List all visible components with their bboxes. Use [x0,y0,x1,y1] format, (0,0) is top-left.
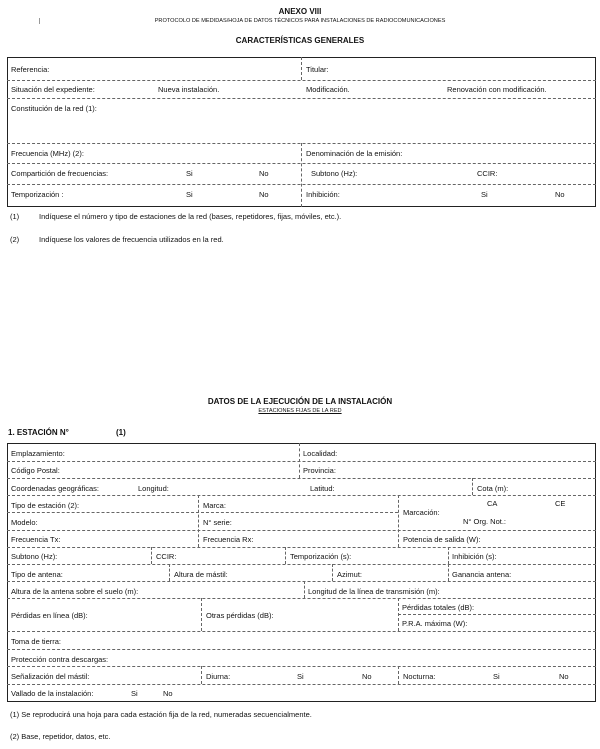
row-divider [7,512,398,513]
nueva-instalacion-option: Nueva instalación. [158,85,220,94]
inhibicion-label: Inhibición: [306,190,340,199]
azimut-label: Azimut: [337,570,363,579]
altura-mastil-label: Altura de mástil: [174,570,228,579]
col-divider [398,495,399,547]
tipo-antena-label: Tipo de antena: [11,570,63,579]
col-divider [448,564,449,581]
col-divider [151,547,152,564]
diurna-si: Si [297,672,304,681]
otras-perdidas-label: Otras pérdidas (dB): [206,611,274,620]
row-divider [7,461,596,462]
denominacion-label: Denominación de la emisión: [306,149,403,158]
comparticion-no: No [259,169,269,178]
col-divider [304,581,305,598]
perdidas-linea-label: Pérdidas en línea (dB): [11,611,88,620]
perdidas-totales-label: Pérdidas totales (dB): [402,603,475,612]
emplazamiento-label: Emplazamiento: [11,449,65,458]
ccir-station-label: CCIR: [156,552,177,561]
frecuencia-label: Frecuencia (MHz) (2): [11,149,84,158]
frecuencia-rx-label: Frecuencia Rx: [203,535,254,544]
row-divider [7,666,596,667]
estacion-ref: (1) [116,428,126,437]
temporizacion-station-label: Temporización (s): [290,552,352,561]
marca-label: Marca: [203,501,226,510]
row-divider [7,98,596,99]
subtono-label: Subtono (Hz): [311,169,358,178]
col-divider [398,598,399,631]
note-2-text: Indíquese los valores de frecuencia utilizados en la red. [39,235,224,244]
station-note-2: (2) Base, repetidor, datos, etc. [10,732,111,741]
vallado-si: Si [131,689,138,698]
estacion-heading: 1. ESTACIÓN N° [8,428,69,437]
col-divider [448,547,449,564]
pra-maxima-label: P.R.A. máxima (W): [402,619,468,628]
ccir-label: CCIR: [477,169,498,178]
numero-serie-label: N° serie: [203,518,232,527]
subtono-station-label: Subtono (Hz): [11,552,58,561]
protocol-title: PROTOCOLO DE MEDIDAS/HOJA DE DATOS TÉCNICOS PARA INSTALACIONES DE RADIOCOMUNICACIONES [154,18,446,24]
localidad-label: Localidad: [303,449,338,458]
inhibicion-si: Si [481,190,488,199]
ce-label: CE [555,499,566,508]
note-2-number: (2) [10,235,20,244]
senalizacion-label: Señalización del mástil: [11,672,90,681]
comparticion-label: Compartición de frecuencias: [11,169,109,178]
section-title-general: CARACTERÍSTICAS GENERALES [235,36,365,45]
modelo-label: Modelo: [11,518,38,527]
col-divider [198,495,199,547]
row-divider [7,598,596,599]
temporizacion-no: No [259,190,269,199]
col-divider [299,443,300,478]
inhibicion-station-label: Inhibición (s): [452,552,497,561]
row-divider [7,547,596,548]
col-divider [169,564,170,581]
numero-org-not-label: N° Org. Not.: [463,517,507,526]
modificacion-option: Modificación. [306,85,350,94]
row-divider [7,649,596,650]
diurna-no: No [362,672,372,681]
referencia-label: Referencia: [11,65,50,74]
row-divider [7,581,596,582]
col-divider [301,57,302,80]
vallado-label: Vallado de la instalación: [11,689,94,698]
row-divider [7,80,596,81]
nocturna-label: Nocturna: [403,672,436,681]
nocturna-no: No [559,672,569,681]
col-divider [301,143,302,207]
station-note-1: (1) Se reproducirá una hoja para cada estación fija de la red, numeradas secuencialmente. [10,710,312,719]
titular-label: Titular: [306,65,329,74]
row-divider [398,614,596,615]
situacion-label: Situación del expediente: [11,85,95,94]
renovacion-option: Renovación con modificación. [447,85,547,94]
section-title-ejecucion: DATOS DE LA EJECUCIÓN DE LA INSTALACIÓN [207,397,393,406]
latitud-label: Latitud: [310,484,335,493]
proteccion-label: Protección contra descargas: [11,655,109,664]
col-divider [201,666,202,684]
col-divider [472,478,473,495]
constitucion-label: Constitución de la red (1): [11,104,97,113]
col-divider [398,666,399,684]
row-divider [7,478,596,479]
note-1-text: Indíquese el número y tipo de estaciones de la red (bases, repetidores, fijas, móviles, etc.). [39,212,342,221]
tipo-estacion-label: Tipo de estación (2): [11,501,80,510]
vallado-no: No [163,689,173,698]
row-divider [7,631,596,632]
note-1-number: (1) [10,212,20,221]
marcacion-label: Marcación: [403,508,440,517]
toma-tierra-label: Toma de tierra: [11,637,62,646]
annex-title: ANEXO VIII [278,7,322,16]
frecuencia-tx-label: Frecuencia Tx: [11,535,61,544]
cota-label: Cota (m): [477,484,509,493]
codigo-postal-label: Código Postal: [11,466,60,475]
inhibicion-no: No [555,190,565,199]
temporizacion-si: Si [186,190,193,199]
ganancia-label: Ganancia antena: [452,570,512,579]
longitud-linea-label: Longitud de la línea de transmisión (m): [308,587,440,596]
provincia-label: Provincia: [303,466,336,475]
col-divider [201,598,202,631]
diurna-label: Diurna: [206,672,231,681]
col-divider [332,564,333,581]
section-subtitle-estaciones: ESTACIONES FIJAS DE LA RED [258,408,342,414]
potencia-label: Potencia de salida (W): [403,535,481,544]
temporizacion-label: Temporización : [11,190,64,199]
ca-label: CA [487,499,498,508]
altura-antena-label: Altura de la antena sobre el suelo (m): [11,587,139,596]
col-divider [285,547,286,564]
longitud-label: Longitud: [138,484,169,493]
row-divider [7,495,596,496]
row-divider [7,530,596,531]
nocturna-si: Si [493,672,500,681]
comparticion-si: Si [186,169,193,178]
coordenadas-label: Coordenadas geográficas: [11,484,99,493]
row-divider [7,684,596,685]
row-divider [7,564,596,565]
